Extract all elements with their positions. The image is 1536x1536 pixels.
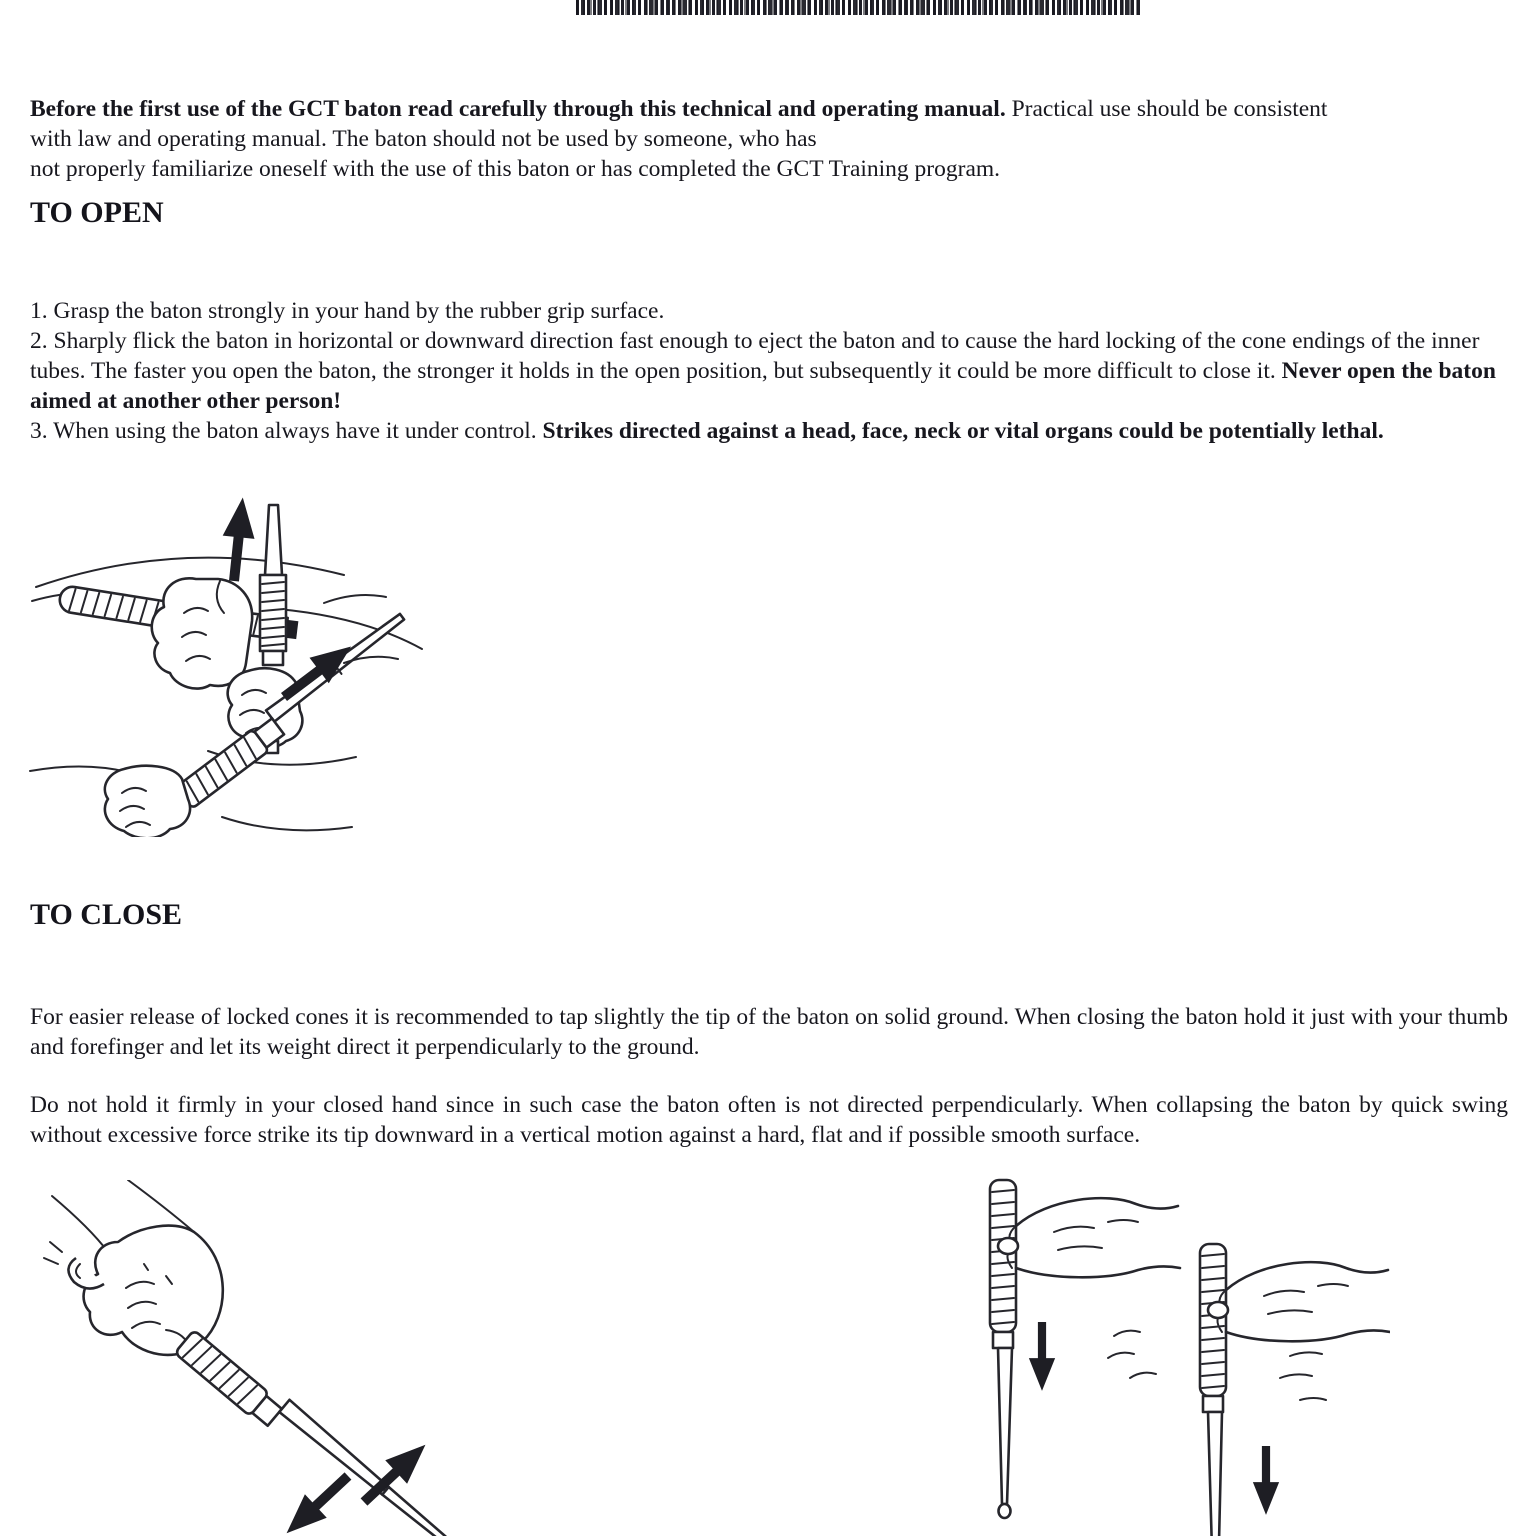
intro-line2: with law and operating manual. The baton should not be used by someone, who has [30, 125, 817, 152]
intro-line3: not properly familiarize oneself with the use of this baton or has completed the GCT Training program. [30, 155, 1001, 182]
to-close-paragraph-1: For easier release of locked cones it is recommended to tap slightly the tip of the baton on solid ground. When closing the baton hold it just with your thumb and forefinger and let its weight direct it perpendicularly to the ground. [30, 1003, 1508, 1060]
baton-vertical [260, 505, 286, 665]
open-step-3-warning: Strikes directed against a head, face, neck or vital organs could be potentially lethal. [542, 417, 1384, 444]
close-baton-figure-left [16, 1180, 466, 1536]
open-step-3: 3. When using the baton always have it under control. [30, 417, 543, 444]
vertical-baton-strike [1108, 1244, 1390, 1536]
hand-pinch [998, 1198, 1180, 1277]
close-baton-figure-right [928, 1150, 1390, 1536]
intro-line1-rest: Practical use should be consistent [1005, 95, 1328, 122]
vertical-baton-hold [990, 1180, 1180, 1518]
open-baton-figure [26, 485, 466, 837]
intro-bold-lead: Before the first use of the GCT baton read carefully through this technical and operating manual. [30, 95, 1006, 122]
hand-fist-lower [105, 766, 190, 837]
to-open-heading: TO OPEN [30, 196, 164, 229]
clipped-text-strip [576, 0, 1142, 15]
open-step-2: 2. Sharply flick the baton in horizontal or downward direction fast enough to eject the baton and to cause the hard locking of the cone endings of the inner tubes. The faster you open the baton, the stronger it holds in the open position, but subsequently it could be more difficult to close it. [30, 327, 1480, 384]
up-arrow-icon [218, 496, 259, 583]
intro-paragraph [30, 94, 1508, 184]
down-arrow-icon [1029, 1322, 1055, 1391]
hand-fist-left [152, 578, 252, 688]
to-close-paragraph-2: Do not hold it firmly in your closed hand since in such case the baton often is not directed perpendicularly. When collapsing the baton by quick swing without excessive force strike its tip downward in a vertical motion against a hard, flat and if possible smooth surface. [30, 1091, 1508, 1148]
down-left-arrow-icon [276, 1464, 359, 1536]
open-step-2-warning: Never open the baton aimed at another other person! [30, 357, 1496, 414]
hand-pinch [1208, 1262, 1390, 1341]
up-right-arrow-icon [274, 634, 360, 710]
to-open-steps [30, 296, 1508, 446]
to-close-heading: TO CLOSE [30, 898, 183, 931]
open-step-1: 1. Grasp the baton strongly in your hand by the rubber grip surface. [30, 297, 665, 324]
down-arrow-icon [1253, 1446, 1279, 1515]
